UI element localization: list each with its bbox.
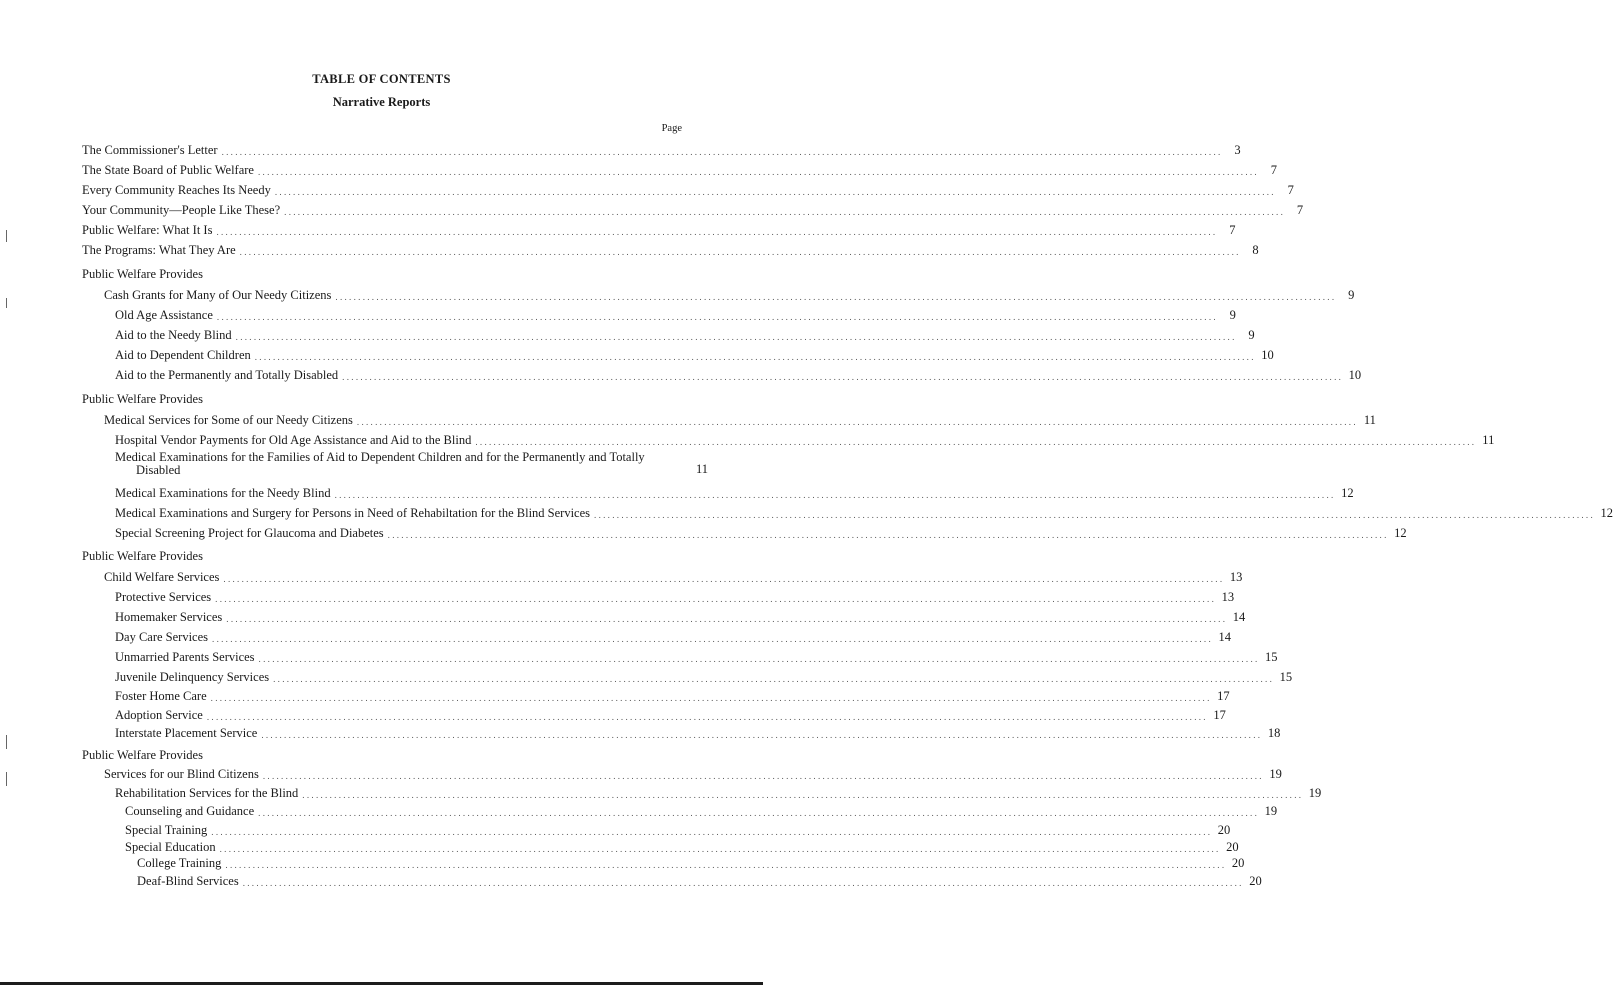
- toc-entry-label: Medical Examinations for the Needy Blind: [115, 486, 331, 500]
- page-subtitle: Narrative Reports: [332, 95, 431, 109]
- leader-dots: ............................................................................................................................................................................................................................: [226, 614, 1228, 624]
- toc-entry-label: Adoption Service: [115, 708, 203, 722]
- toc-entry: [115, 308, 1236, 323]
- toc-entry-page-number: 15: [1265, 650, 1278, 664]
- toc-entry: [104, 413, 1376, 428]
- toc-entry-label: The Commissioner's Letter: [82, 143, 218, 157]
- leader-dots: ............................................................................................................................................................................................................................: [223, 574, 1225, 584]
- leader-dots: ............................................................................................................................................................................................................................: [257, 167, 1259, 177]
- toc-entry-label: Public Welfare Provides: [82, 549, 203, 563]
- toc-entry: [125, 804, 1278, 819]
- toc-entry-page-number: 12: [1394, 526, 1407, 540]
- toc-entry-label: Aid to the Permanently and Totally Disabled: [115, 368, 339, 382]
- toc-entry-label: Homemaker Services: [115, 610, 223, 624]
- toc-entry-page-number: 17: [1217, 689, 1230, 703]
- leader-dots: ............................................................................................................................................................................................................................: [235, 332, 1237, 342]
- toc-entry-label: Public Welfare: What It Is: [82, 223, 213, 237]
- toc-entry-page-number: 3: [1234, 143, 1241, 157]
- toc-entry-label: Cash Grants for Many of Our Needy Citizens: [104, 288, 332, 302]
- leader-dots: ............................................................................................................................................................................................................................: [356, 417, 1358, 427]
- toc-entry-page-number: 20: [1249, 874, 1262, 888]
- leader-dots: ............................................................................................................................................................................................................................: [594, 510, 1596, 520]
- toc-entry-page-number: 10: [1261, 348, 1274, 362]
- toc-entry: [82, 163, 1277, 178]
- toc-entry-label: Medical Examinations and Surgery for Persons in Need of Rehabiltation for the Blind Services: [115, 506, 591, 520]
- leader-dots: ............................................................................................................................................................................................................................: [342, 372, 1344, 382]
- toc-entry: [115, 590, 1235, 605]
- toc-entry: [115, 610, 1246, 625]
- toc-entry: [104, 570, 1243, 585]
- toc-entry: [115, 786, 1322, 801]
- leader-dots: ............................................................................................................................................................................................................................: [258, 808, 1260, 818]
- leader-dots: ............................................................................................................................................................................................................................: [211, 827, 1213, 837]
- toc-entry-label: Public Welfare Provides: [82, 392, 203, 406]
- toc-entry-page-number: 14: [1218, 630, 1232, 644]
- leader-dots: ............................................................................................................................................................................................................................: [219, 844, 1221, 854]
- toc-entry-label: The State Board of Public Welfare: [82, 163, 254, 177]
- toc-entry-page-number: 20: [1231, 856, 1245, 870]
- toc-entry-page-number: 11: [1482, 433, 1495, 447]
- leader-dots: ............................................................................................................................................................................................................................: [284, 207, 1286, 217]
- toc-entry: [82, 223, 1236, 238]
- toc-entry-label: Unmarried Parents Services: [115, 650, 255, 664]
- toc-entry-page-number: 8: [1252, 243, 1259, 257]
- toc-entry-page-number: 12: [1600, 506, 1613, 520]
- leader-dots: ............................................................................................................................................................................................................................: [239, 247, 1241, 257]
- toc-entry-label: Medical Services for Some of our Needy Citizens: [104, 413, 353, 427]
- toc-entry-label: The Programs: What They Are: [82, 243, 236, 257]
- toc-entry-page-number: 7: [1270, 163, 1277, 177]
- leader-dots: ............................................................................................................................................................................................................................: [254, 352, 1256, 362]
- leader-dots: ............................................................................................................................................................................................................................: [334, 490, 1336, 500]
- toc-entry-page-number: 7: [1229, 223, 1236, 237]
- toc-entry: [104, 288, 1355, 303]
- toc-entry: [115, 526, 1407, 541]
- toc-entry: [115, 630, 1232, 645]
- toc-entry: [115, 348, 1274, 363]
- toc-entry-label: Child Welfare Services: [104, 570, 220, 584]
- toc-entry-label: Medical Examinations for the Families of Aid to Dependent Children and for the Permanently and Totally Disabled: [115, 450, 645, 477]
- toc-entry-label: Special Education: [125, 840, 216, 854]
- margin-mark: [6, 298, 7, 308]
- leader-dots: ............................................................................................................................................................................................................................: [273, 674, 1275, 684]
- toc-entry-page-number: 10: [1348, 368, 1362, 382]
- leader-dots: ............................................................................................................................................................................................................................: [215, 594, 1217, 604]
- toc-entry-page-number: 11: [695, 462, 708, 476]
- margin-mark: [6, 772, 7, 786]
- toc-entry-label: Hospital Vendor Payments for Old Age Assistance and Aid to the Blind: [115, 433, 472, 447]
- margin-mark: [6, 230, 7, 242]
- leader-dots: ............................................................................................................................................................................................................................: [475, 437, 1477, 447]
- bottom-rule: [0, 982, 763, 985]
- toc-entry: [137, 874, 1262, 889]
- toc-entry: [115, 689, 1230, 704]
- toc-entry-label: Day Care Services: [115, 630, 209, 644]
- toc-entry-page-number: 17: [1213, 708, 1226, 722]
- toc-section-heading: [82, 748, 203, 763]
- page-column-header: Page: [661, 123, 682, 134]
- leader-dots: ............................................................................................................................................................................................................................: [206, 712, 1208, 722]
- leader-dots: ............................................................................................................................................................................................................................: [261, 730, 1263, 740]
- toc-entry-label: Rehabilitation Services for the Blind: [115, 786, 299, 800]
- toc-entry: [115, 368, 1362, 383]
- toc-entry-label: Your Community—People Like These?: [82, 203, 281, 217]
- leader-dots: ............................................................................................................................................................................................................................: [242, 878, 1244, 888]
- toc-entry: [115, 708, 1226, 723]
- toc-entry-label: Foster Home Care: [115, 689, 207, 703]
- toc-entry-label: Aid to Dependent Children: [115, 348, 251, 362]
- toc-entry-page-number: 12: [1341, 486, 1354, 500]
- toc-entry-page-number: 20: [1226, 840, 1239, 854]
- leader-dots: ............................................................................................................................................................................................................................: [258, 654, 1260, 664]
- toc-section-heading: [82, 549, 203, 564]
- leader-dots: ............................................................................................................................................................................................................................: [302, 790, 1304, 800]
- toc-entry-label: Every Community Reaches Its Needy: [82, 183, 271, 197]
- leader-dots: ............................................................................................................................................................................................................................: [212, 634, 1214, 644]
- toc-entry-label: Services for our Blind Citizens: [104, 767, 259, 781]
- leader-dots: ............................................................................................................................................................................................................................: [262, 771, 1264, 781]
- toc-entry-label: Juvenile Delinquency Services: [115, 670, 270, 684]
- toc-entry: [115, 670, 1293, 685]
- page-title: TABLE OF CONTENTS: [312, 72, 451, 86]
- toc-entry-label: Special Training: [125, 823, 208, 837]
- toc-entry-label: Deaf-Blind Services: [137, 874, 239, 888]
- toc-entry-label: Counseling and Guidance: [125, 804, 255, 818]
- leader-dots: ............................................................................................................................................................................................................................: [225, 860, 1227, 870]
- toc-entry: [115, 433, 1495, 448]
- toc-entry-label: Old Age Assistance: [115, 308, 213, 322]
- toc-entry: [82, 203, 1304, 218]
- toc-entry-page-number: 14: [1232, 610, 1246, 624]
- toc-entry: [115, 328, 1255, 343]
- toc-entry-label: Protective Services: [115, 590, 212, 604]
- toc-entry: [104, 767, 1282, 782]
- leader-dots: ............................................................................................................................................................................................................................: [387, 530, 1389, 540]
- toc-entry-page-number: 13: [1221, 590, 1235, 604]
- toc-entry-page-number: 19: [1264, 804, 1278, 818]
- toc-entry: [115, 450, 708, 477]
- margin-mark: [6, 735, 7, 749]
- toc-entry: [115, 506, 1613, 521]
- toc-entry: [82, 183, 1294, 198]
- toc-entry-label: Public Welfare Provides: [82, 267, 203, 281]
- toc-section-heading: [82, 267, 203, 282]
- toc-entry-page-number: 9: [1248, 328, 1255, 342]
- toc-entry-label: College Training: [137, 856, 222, 870]
- toc-entry-page-number: 19: [1308, 786, 1322, 800]
- toc-entry: [137, 856, 1245, 871]
- toc-entry-page-number: 13: [1229, 570, 1243, 584]
- toc-entry: [115, 726, 1281, 741]
- toc-entry: [82, 143, 1241, 158]
- toc-entry-page-number: 19: [1269, 767, 1282, 781]
- toc-entry-page-number: 20: [1217, 823, 1231, 837]
- toc-entry-label: Aid to the Needy Blind: [115, 328, 232, 342]
- leader-dots: ............................................................................................................................................................................................................................: [216, 312, 1218, 322]
- toc-entry-page-number: 9: [1348, 288, 1355, 302]
- leader-dots: ............................................................................................................................................................................................................................: [221, 147, 1223, 157]
- toc-entry: [115, 486, 1354, 501]
- toc-entry-page-number: 9: [1229, 308, 1236, 322]
- toc-entry-page-number: 7: [1287, 183, 1294, 197]
- leader-dots: ............................................................................................................................................................................................................................: [216, 227, 1218, 237]
- toc-entry-label: Interstate Placement Service: [115, 726, 258, 740]
- leader-dots: ............................................................................................................................................................................................................................: [274, 187, 1276, 197]
- toc-entry: [125, 840, 1239, 855]
- toc-entry-label: Public Welfare Provides: [82, 748, 203, 762]
- toc-entry-page-number: 7: [1296, 203, 1304, 217]
- toc-entry: [82, 243, 1259, 258]
- toc-entry-page-number: 18: [1267, 726, 1281, 740]
- leader-dots: ............................................................................................................................................................................................................................: [210, 693, 1212, 703]
- toc-section-heading: [82, 392, 203, 407]
- toc-entry-page-number: 15: [1279, 670, 1293, 684]
- leader-dots: ............................................................................................................................................................................................................................: [335, 292, 1337, 302]
- toc-entry-label: Special Screening Project for Glaucoma and Diabetes: [115, 526, 384, 540]
- toc-entry-page-number: 11: [1363, 413, 1376, 427]
- toc-entry: [115, 650, 1278, 665]
- toc-entry: [125, 823, 1231, 838]
